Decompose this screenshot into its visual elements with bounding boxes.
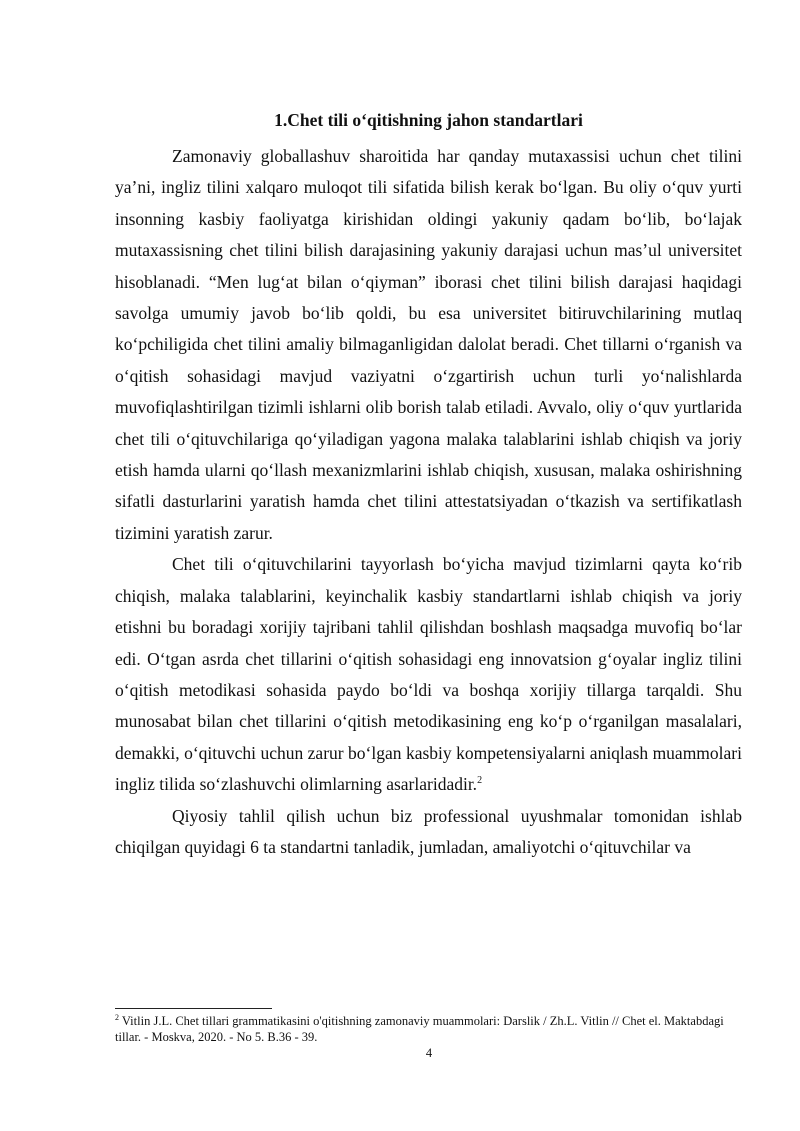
paragraph-2: [115, 549, 742, 800]
footnote-reference[interactable]: 2: [477, 775, 483, 787]
page-number: 4: [425, 1046, 433, 1060]
footnote-divider: [115, 1008, 272, 1009]
paragraph-2-text: Chet tili o‘qituvchilarini tayyorlash bo‘yicha mavjud tizimlarni qayta ko‘rib chiqish, malaka talablarini, keyinchalik kasbiy standartlarni ishlab chiqish va joriy etishni bu boradagi xorijiy tajribani tahlil qilishdan boshlash maqsadga muvofiq bo‘lar edi. O‘tgan asrda chet tillarini o‘qitish sohasidagi eng innovatsion g‘oyalar ingliz tilini o‘qitish metodikasi sohasida paydo bo‘ldi va boshqa xorijiy tillarga tarqaldi. Shu munosabat bilan chet tillarini o‘qitish metodikasining eng ko‘p o‘rganilgan masalalari, demakki, o‘qituvchi uchun zarur bo‘lgan kasbiy kompetensiyalarni aniqlash muammolari ingliz tilida so‘zlashuvchi olimlarning asarlaridadir.: [115, 554, 742, 795]
body-text: [115, 141, 742, 863]
footnote: [115, 1013, 727, 1045]
footnote-marker: 2: [115, 1012, 119, 1022]
section-title: 1.Chet tili o‘qitishning jahon standartlari: [274, 110, 583, 130]
paragraph-1: Zamonaviy globallashuv sharoitida har qanday mutaxassisi uchun chet tilini ya’ni, ingliz tilini xalqaro muloqot tili sifatida bilish kerak bo‘lgan. Bu oliy o‘quv yurti insonning kasbiy faoliyatga kirishidan oldingi yakuniy qadam bo‘lib, bo‘lajak mutaxassisning chet tilini bilish darajasining yakuniy darajasi uchun mas’ul universitet hisoblanadi. “Men lug‘at bilan o‘qiyman” iborasi chet tilini bilish darajasi haqidagi savolga umumiy javob bo‘lib qoldi, bu esa universitet bitiruvchilarining mutlaq ko‘pchiligida chet tilini amaliy bilmaganligidan dalolat beradi. Chet tillarni o‘rganish va o‘qitish sohasidagi mavjud vaziyatni o‘zgartirish uchun turli yo‘nalishlarda muvofiqlashtirilgan tizimli ishlarni olib borish talab etiladi. Avvalo, oliy o‘quv yurtlarida chet tili o‘qituvchilariga qo‘yiladigan yagona malaka talablarini ishlab chiqish va joriy etish hamda ularni qo‘llash mexanizmlarini ishlab chiqish, xususan, malaka oshirishning sifatli dasturlarini yaratish hamda chet tilini attestatsiyadan o‘tkazish va sertifikatlash tizimini yaratish zarur.: [115, 146, 742, 543]
paragraph-3: Qiyosiy tahlil qilish uchun biz professional uyushmalar tomonidan ishlab chiqilgan quyidagi 6 ta standartni tanladik, jumladan, amaliyotchi o‘qituvchilar va: [115, 805, 742, 857]
footnote-text: Vitlin J.L. Chet tillari grammatikasini o'qitishning zamonaviy muammolari: Darslik / Zh.L. Vitlin // Chet el. Maktabdagi tillar. - Moskva, 2020. - No 5. B.36 - 39.: [115, 1014, 724, 1044]
